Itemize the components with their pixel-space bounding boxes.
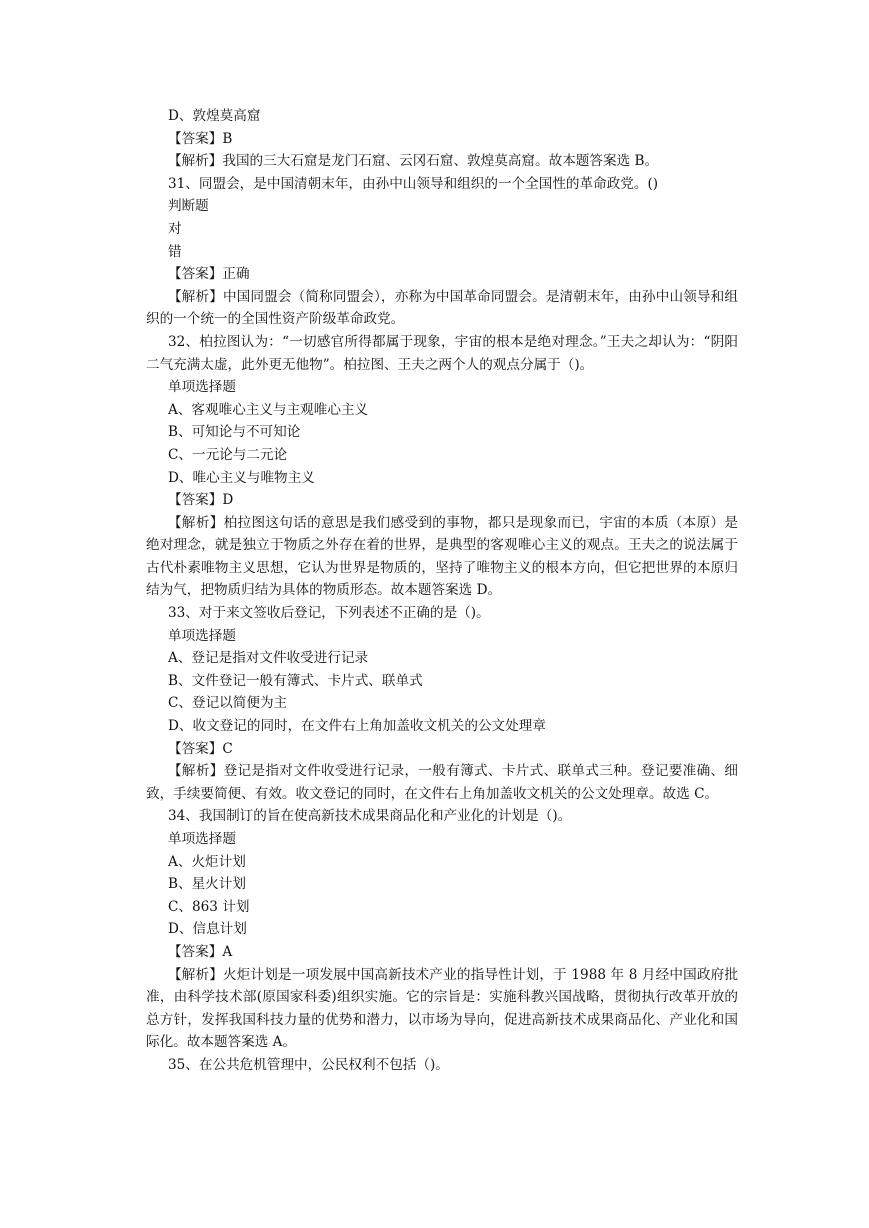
option-d-line: D、唯心主义与唯物主义 (168, 469, 315, 486)
option-b-line: B、文件登记一般有簿式、卡片式、联单式 (168, 672, 423, 689)
option-b-line: B、可知论与不可知论 (168, 424, 301, 441)
option-c-line: C、一元论与二元论 (168, 446, 288, 463)
question-33: 33、对于来文签收后登记，下列表述不正确的是（)。 (168, 605, 490, 622)
answer-line: 【答案】A (168, 943, 233, 960)
answer-line: 【答案】正确 (168, 266, 250, 283)
option-c-line: C、863 计划 (168, 898, 250, 915)
answer-line: 【答案】D (168, 492, 234, 509)
explanation-paragraph: 【解析】登记是指对文件收受进行记录，一般有簿式、卡片式、联单式三种。登记要准确、细致，手续要简便、有效。收文登记的同时，在文件右上角加盖收文机关的公文处理章。故选 C。 (146, 763, 738, 802)
question-type-label: 单项选择题 (168, 379, 236, 396)
option-b-line: B、星火计划 (168, 876, 246, 893)
document-page (146, 105, 738, 1077)
option-a-line: A、客观唯心主义与主观唯心主义 (168, 401, 369, 418)
option-d-line: D、信息计划 (168, 921, 247, 938)
option-c-line: C、登记以简便为主 (168, 695, 288, 712)
option-a-line: A、登记是指对文件收受进行记录 (168, 650, 369, 667)
option-false: 错 (168, 243, 182, 260)
answer-line: 【答案】B (168, 130, 233, 147)
question-31: 31、同盟会，是中国清朝末年，由孙中山领导和组织的一个全国性的革命政党。() (168, 175, 659, 192)
explanation-paragraph: 【解析】柏拉图这句话的意思是我们感受到的事物，都只是现象而已，宇宙的本质（本原）是绝对理念，就是独立于物质之外存在着的世界，是典型的客观唯心主义的观点。王夫之的说法属于古代朴素唯物主义思想，它认为世界是物质的，坚持了唯物主义的根本方向，但它把世界的本原归结为气，把物质归结为具体的物质形态。故本题答案选 D。 (146, 514, 738, 599)
option-a-line: A、火炬计划 (168, 853, 246, 870)
question-type-label: 单项选择题 (168, 627, 236, 644)
option-true: 对 (168, 220, 182, 237)
question-35: 35、在公共危机管理中，公民权利不包括（)。 (168, 1056, 449, 1073)
question-32: 32、柏拉图认为：“一切感官所得都属于现象，宇宙的根本是绝对理念。”王夫之却认为：“阴阳二气充满太虚，此外更无他物”。柏拉图、王夫之两个人的观点分属于（)。 (146, 333, 738, 373)
option-d-line: D、收文登记的同时，在文件右上角加盖收文机关的公文处理章 (168, 718, 546, 735)
question-34: 34、我国制订的旨在使高新技术成果商品化和产业化的计划是（)。 (168, 808, 572, 825)
option-d-line: D、敦煌莫高窟 (168, 108, 261, 124)
question-type-label: 单项选择题 (168, 831, 236, 847)
question-type-label: 判断题 (168, 198, 209, 215)
answer-line: 【答案】C (168, 740, 233, 757)
explanation-line: 【解析】我国的三大石窟是龙门石窟、云冈石窟、敦煌莫高窟。故本题答案选 B。 (168, 153, 659, 170)
explanation-paragraph: 【解析】中国同盟会（简称同盟会），亦称为中国革命同盟会。是清朝末年，由孙中山领导和组织的一个统一的全国性资产阶级革命政党。 (146, 288, 738, 328)
explanation-paragraph: 【解析】火炬计划是一项发展中国高新技术产业的指导性计划，于 1988 年 8 月经中国政府批准，由科学技术部(原国家科委)组织实施。它的宗旨是：实施科教兴国战略，贯彻执行改革开放的总方针，发挥我国科技力量的优势和潜力，以市场为导向，促进高新技术成果商品化、产业化和国际化。故本题答案选 A。 (146, 966, 738, 1051)
